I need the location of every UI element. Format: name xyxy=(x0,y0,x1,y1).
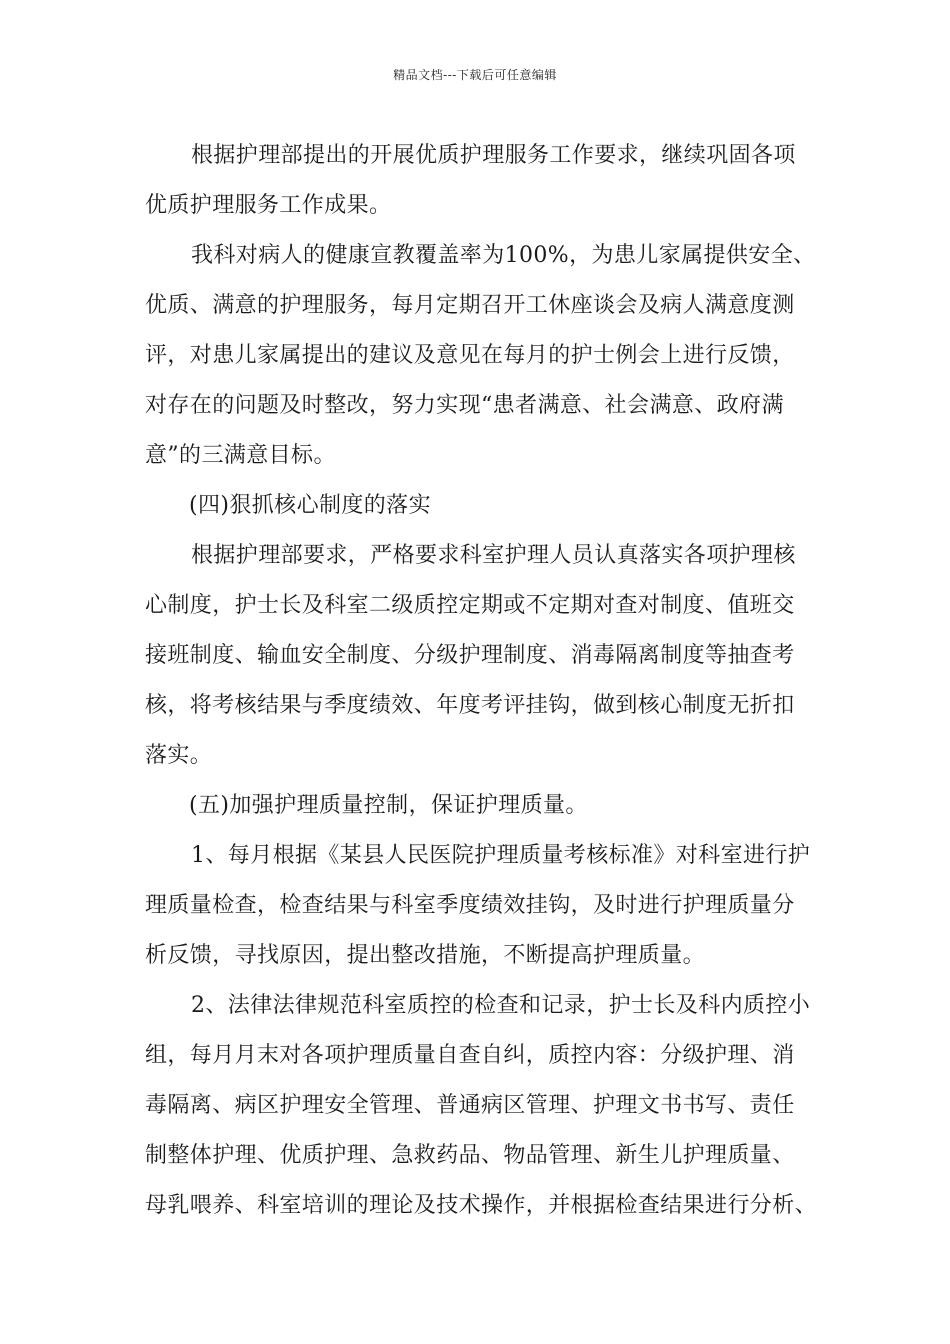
document-body xyxy=(145,131,817,1231)
text-line: 制整体护理、优质护理、急救药品、物品管理、新生儿护理质量、 xyxy=(145,1143,795,1168)
text-line: (四)狠抓核心制度的落实 xyxy=(189,493,431,518)
text-line: 母乳喂养、科室培训的理论及技术操作，并根据检查结果进行分析、 xyxy=(145,1193,818,1218)
text-line: 心制度，护士长及科室二级质控定期或不定期对查对制度、值班交 xyxy=(145,593,795,618)
text-line: 核，将考核结果与季度绩效、年度考评挂钩，做到核心制度无折扣 xyxy=(145,693,795,718)
text-line: 2、法律法律规范科室质控的检查和记录，护士长及科内质控小 xyxy=(191,993,811,1018)
section-heading-5 xyxy=(145,781,817,831)
text-line: 析反馈，寻找原因，提出整改措施，不断提高护理质量。 xyxy=(145,943,706,968)
text-line: 根据护理部要求，严格要求科室护理人员认真落实各项护理核 xyxy=(191,543,796,568)
text-line: 评，对患儿家属提出的建议及意见在每月的护士例会上进行反馈， xyxy=(145,343,795,368)
text-line: 优质、满意的护理服务，每月定期召开工休座谈会及病人满意度测 xyxy=(145,293,795,318)
text-line: 组，每月月末对各项护理质量自查自纠，质控内容：分级护理、消 xyxy=(145,1043,795,1068)
text-line: 接班制度、输血安全制度、分级护理制度、消毒隔离制度等抽查考 xyxy=(145,643,795,668)
text-line: 对存在的问题及时整改，努力实现“患者满意、社会满意、政府满 xyxy=(145,393,784,418)
text-line: 意”的三满意目标。 xyxy=(145,443,336,468)
text-line: 1、每月根据《某县人民医院护理质量考核标准》对科室进行护 xyxy=(191,843,811,868)
text-line: 我科对病人的健康宣教覆盖率为100%，为患儿家属提供安全、 xyxy=(191,243,816,268)
paragraph-quality-service xyxy=(145,131,817,231)
text-line: 毒隔离、病区护理安全管理、普通病区管理、护理文书书写、责任 xyxy=(145,1093,795,1118)
text-line: 落实。 xyxy=(145,743,213,768)
paragraph-core-system xyxy=(145,531,817,781)
text-line: (五)加强护理质量控制，保证护理质量。 xyxy=(189,793,588,818)
text-line: 优质护理服务工作成果。 xyxy=(145,193,392,218)
text-line: 理质量检查，检查结果与科室季度绩效挂钩，及时进行护理质量分 xyxy=(145,893,795,918)
section-heading-4 xyxy=(145,481,817,531)
paragraph-health-education xyxy=(145,231,817,481)
page-header: 精品文档---下载后可任意编辑 xyxy=(393,68,557,82)
paragraph-item-2 xyxy=(145,981,817,1231)
text-line: 根据护理部提出的开展优质护理服务工作要求，继续巩固各项 xyxy=(191,143,796,168)
paragraph-item-1 xyxy=(145,831,817,981)
